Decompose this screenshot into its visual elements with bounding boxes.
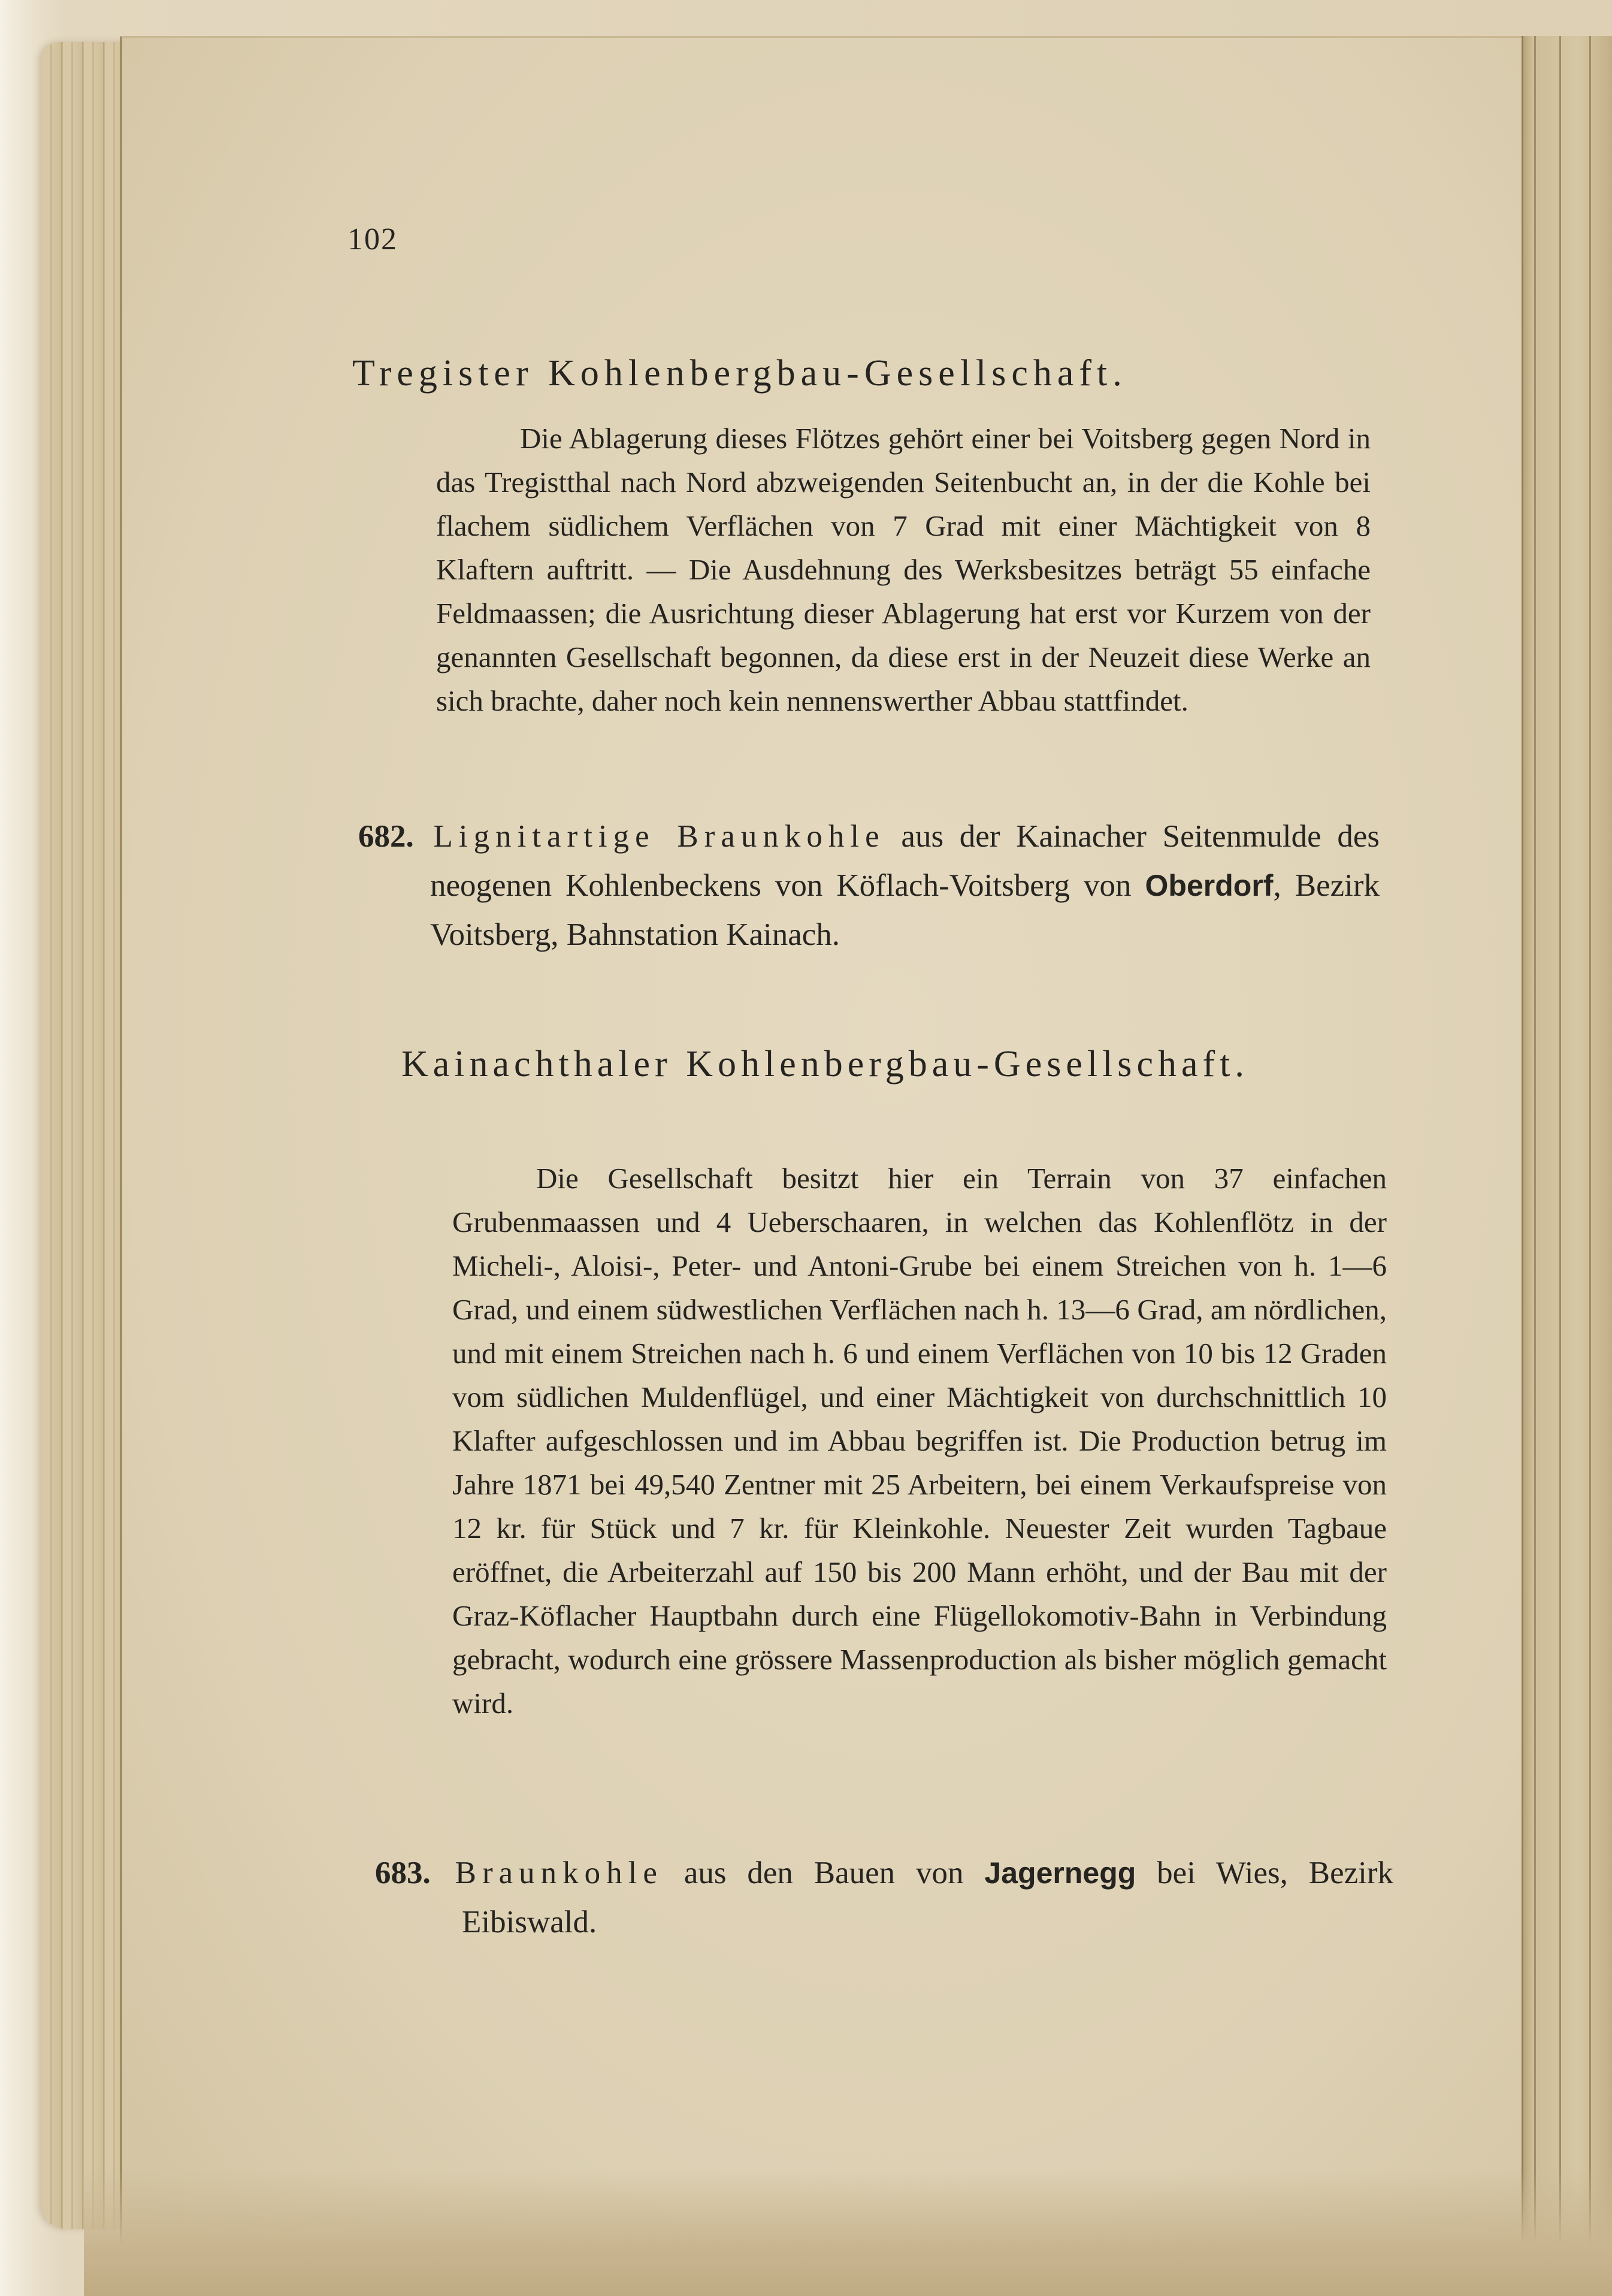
catalogue-entry-682: [358, 812, 1380, 959]
section-paragraph-kainach: [452, 1156, 1387, 1725]
edge-line: [1589, 36, 1591, 2253]
entry-text: aus der Kainacher Seitenmulde des neogenen Kohlenbeckens von Köflach-Voitsberg von: [430, 819, 1380, 903]
entry-body: [375, 1848, 1393, 1947]
entry-text: aus den Bauen von: [683, 1856, 964, 1890]
entry-number: 683.: [375, 1856, 431, 1890]
right-page-edge: [1522, 36, 1612, 2253]
paragraph-text: Die Gesellschaft besitzt hier ein Terrain von 37 einfachen Grubenmaassen und 4 Ueberschaaren, in welchen das Kohlenflötz in der Micheli-, Aloisi-, Peter- und Antoni-Grube bei einem Streichen von h. 1—6 Grad, und einem südwestlichen Verflächen nach h. 13—6 Grad, am nördlichen, und mit einem Streichen nach h. 6 und einem Verflächen von 10 bis 12 Graden vom südlichen Muldenflügel, und einer Mächtigkeit von durchschnittlich 10 Klafter aufgeschlossen und im Abbau begriffen ist. Die Production betrug im Jahre 1871 bei 49,540 Zentner mit 25 Arbeitern, bei einem Verkaufspreise von 12 kr. für Stück und 7 kr. für Kleinkohle. Neuester Zeit wurden Tagbaue eröffnet, die Arbeiterzahl auf 150 bis 200 Mann erhöht, und der Bau mit der Graz-Köflacher Hauptbahn durch eine Flügellokomotiv-Bahn in Verbindung gebracht, wodurch eine grössere Massenproduction als bisher möglich gemacht wird.: [452, 1162, 1387, 1720]
section-heading-kainach: Kainachthaler Kohlenbergbau-Gesellschaft.: [401, 1044, 1249, 1084]
catalogue-entry-683: [375, 1848, 1393, 1947]
entry-number: 682.: [358, 819, 414, 854]
page-number: 102: [347, 222, 398, 256]
section-heading-tregist: Tregister Kohlenbergbau-Gesellschaft.: [352, 353, 1127, 394]
edge-line: [1534, 36, 1536, 2253]
paragraph-text: Die Ablagerung dieses Flötzes gehört einer bei Voitsberg gegen Nord in das Tregistthal nach Nord abzweigenden Seitenbucht an, in der die Kohle bei flachem südlichem Verflächen von 7 Grad mit einer Mächtigkeit von 8 Klaftern auftritt. — Die Ausdehnung des Werksbesitzes beträgt 55 einfache Feldmaassen; die Ausrichtung dieser Ablagerung hat erst vor Kurzem von der genannten Gesellschaft begonnen, da diese erst in der Neuzeit diese Werke an sich brachte, daher noch kein nennenswerther Abbau stattfindet.: [436, 422, 1371, 717]
entry-place: Oberdorf: [1145, 869, 1274, 902]
edge-line: [1559, 36, 1561, 2253]
entry-place: Jagernegg: [984, 1856, 1136, 1890]
entry-term: Lignitartige Braunkohle: [433, 819, 885, 854]
bottom-shade: [84, 2169, 1612, 2296]
entry-body: [358, 812, 1380, 959]
entry-term: Braunkohle: [455, 1856, 663, 1890]
entry-text-after: , Bezirk Voitsberg, Bahnstation Kainach.: [430, 868, 1380, 952]
section-paragraph-tregist: [436, 416, 1371, 723]
entry-text-after: bei Wies, Bezirk Eibiswald.: [462, 1856, 1394, 1939]
